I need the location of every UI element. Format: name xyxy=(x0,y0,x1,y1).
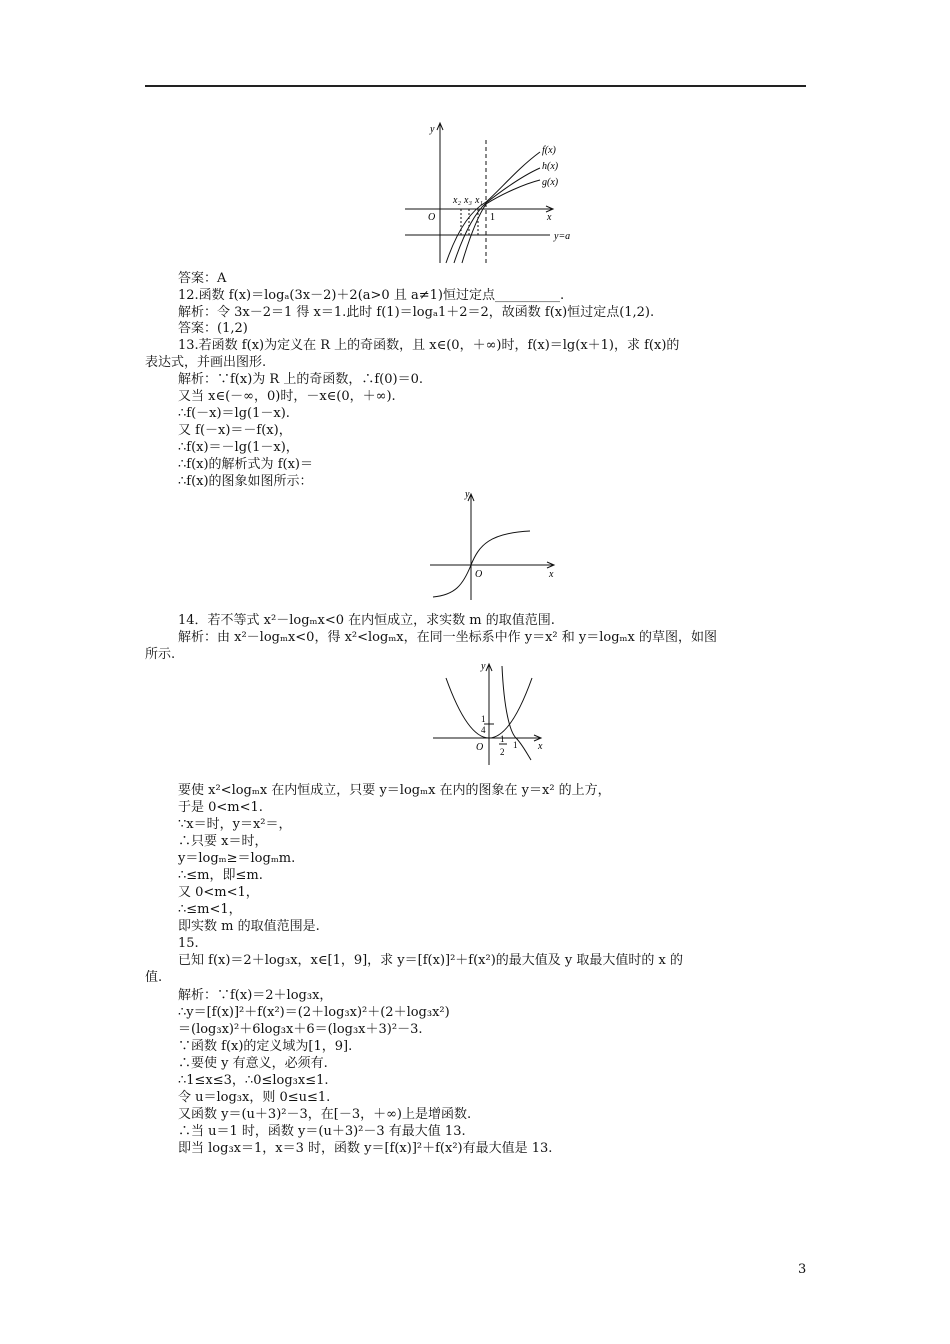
solution-14-line8: ∴≤m，即≤m. xyxy=(178,868,263,883)
problem-14: 14．若不等式 x²－logₘx<0 在内恒成立，求实数 m 的取值范围. xyxy=(178,613,555,628)
solution-13-line3: ∴f(－x)＝lg(1－x). xyxy=(178,406,290,421)
half-numerator: 1 xyxy=(500,734,505,744)
solution-15-line10: 即当 log₃x＝1，x＝3 时，函数 y＝[f(x)]²＋f(x²)有最大值是 13. xyxy=(178,1141,553,1156)
solution-14-line6: ∴只要 x＝时， xyxy=(178,834,268,849)
solution-13-line7: ∴f(x)的图象如图所示： xyxy=(178,474,313,489)
problem-13: 13.若函数 f(x)为定义在 R 上的奇函数，且 x∈(0，＋∞)时，f(x)＝lg(x＋1)，求 f(x)的 xyxy=(178,338,680,353)
solution-13-line2: 又当 x∈(－∞，0)时，－x∈(0，＋∞). xyxy=(178,389,396,404)
quarter-numerator: 1 xyxy=(481,714,486,724)
quarter-denominator: 4 xyxy=(481,725,486,735)
header-rule xyxy=(145,85,806,87)
solution-15-line6: ∴1≤x≤3，∴0≤log₃x≤1. xyxy=(178,1073,329,1088)
label-x1: x₁ xyxy=(475,195,483,206)
answer-12: 答案：(1,2) xyxy=(178,321,248,336)
solution-13-line1: 解析：∵f(x)为 R 上的奇函数，∴f(0)＝0. xyxy=(178,372,423,387)
figure-parabola-log xyxy=(430,660,560,768)
problem-13-cont: 表达式，并画出图形. xyxy=(145,355,267,370)
label-x2: x₂ xyxy=(453,195,461,206)
solution-14-line1: 解析：由 x²－logₘx<0，得 x²<logₘx，在同一坐标系中作 y＝x² 和 y＝logₘx 的草图，如图 xyxy=(178,630,717,645)
axis-label-y: y xyxy=(481,661,486,672)
solution-12: 解析：令 3x－2＝1 得 x＝1.此时 f(1)＝logₐ1＋2＝2，故函数 f(x)恒过定点(1,2). xyxy=(178,305,655,320)
solution-15-line7: 令 u＝log₃x，则 0≤u≤1. xyxy=(178,1090,331,1105)
curve-g xyxy=(462,180,540,263)
solution-15-line4: ∵函数 f(x)的定义域为[1，9]. xyxy=(178,1039,353,1054)
axis-label-y: y xyxy=(430,124,435,135)
solution-13-line4: 又 f(－x)＝－f(x)， xyxy=(178,423,292,438)
solution-14-line10: ∴≤m<1， xyxy=(178,902,242,917)
solution-15-line3: ＝(log₃x)²＋6log₃x＋6＝(log₃x＋3)²－3. xyxy=(178,1022,423,1037)
axis-label-x: x xyxy=(549,569,554,580)
solution-15-line1: 解析：∵f(x)＝2＋log₃x， xyxy=(178,988,333,1003)
solution-14-line9: 又 0<m<1， xyxy=(178,885,259,900)
problem-12: 12.函数 f(x)＝logₐ(3x－2)＋2(a>0 且 a≠1)恒过定点__________. xyxy=(178,288,565,303)
label-x3: x₃ xyxy=(464,195,472,206)
label-g: g(x) xyxy=(542,177,559,188)
solution-14-line4: 于是 0<m<1. xyxy=(178,800,263,815)
axis-label-y: y xyxy=(465,489,470,500)
solution-15-line2: ∴y＝[f(x)]²＋f(x²)＝(2＋log₃x)²＋(2＋log₃x²) xyxy=(178,1005,450,1020)
origin-label: O xyxy=(476,742,484,753)
solution-13-line6: ∴f(x)的解析式为 f(x)＝ xyxy=(178,457,313,472)
label-one: 1 xyxy=(513,740,518,750)
axis-label-x: x xyxy=(547,212,552,223)
figure-odd-function xyxy=(425,485,565,605)
solution-14-line5: ∵x＝时，y＝x²＝， xyxy=(178,817,292,832)
axis-label-x: x xyxy=(538,741,543,752)
page-number: 3 xyxy=(798,1262,807,1277)
label-one: 1 xyxy=(490,212,495,223)
half-denominator: 2 xyxy=(500,747,505,757)
problem-15: 已知 f(x)＝2＋log₃x，x∈[1，9]，求 y＝[f(x)]²＋f(x²)的最大值及 y 取最大值时的 x 的 xyxy=(178,953,684,968)
label-h: h(x) xyxy=(542,161,559,172)
answer-11: 答案：A xyxy=(178,271,227,286)
problem-15-number: 15. xyxy=(178,936,199,951)
figure-function-graphs xyxy=(400,118,590,268)
solution-14-line3: 要使 x²<logₘx 在内恒成立，只要 y＝logₘx 在内的图象在 y＝x² 的上方， xyxy=(178,783,611,798)
label-f: f(x) xyxy=(542,145,556,156)
solution-13-line5: ∴f(x)＝－lg(1－x)， xyxy=(178,440,299,455)
curve-odd xyxy=(433,531,530,597)
problem-15-cont: 值. xyxy=(145,970,163,985)
solution-15-line9: ∴当 u＝1 时，函数 y＝(u＋3)²－3 有最大值 13. xyxy=(178,1124,466,1139)
solution-14-line7: y＝logₘ≥＝logₘm. xyxy=(178,851,296,866)
solution-14-line11: 即实数 m 的取值范围是. xyxy=(178,919,320,934)
solution-15-line5: ∴要使 y 有意义，必须有. xyxy=(178,1056,328,1071)
solution-15-line8: 又函数 y＝(u＋3)²－3，在[－3，＋∞)上是增函数. xyxy=(178,1107,472,1122)
origin-label: O xyxy=(475,569,483,580)
label-y-equals-a: y=a xyxy=(554,231,571,242)
origin-label: O xyxy=(428,212,436,223)
solution-14-line2: 所示. xyxy=(145,647,176,662)
